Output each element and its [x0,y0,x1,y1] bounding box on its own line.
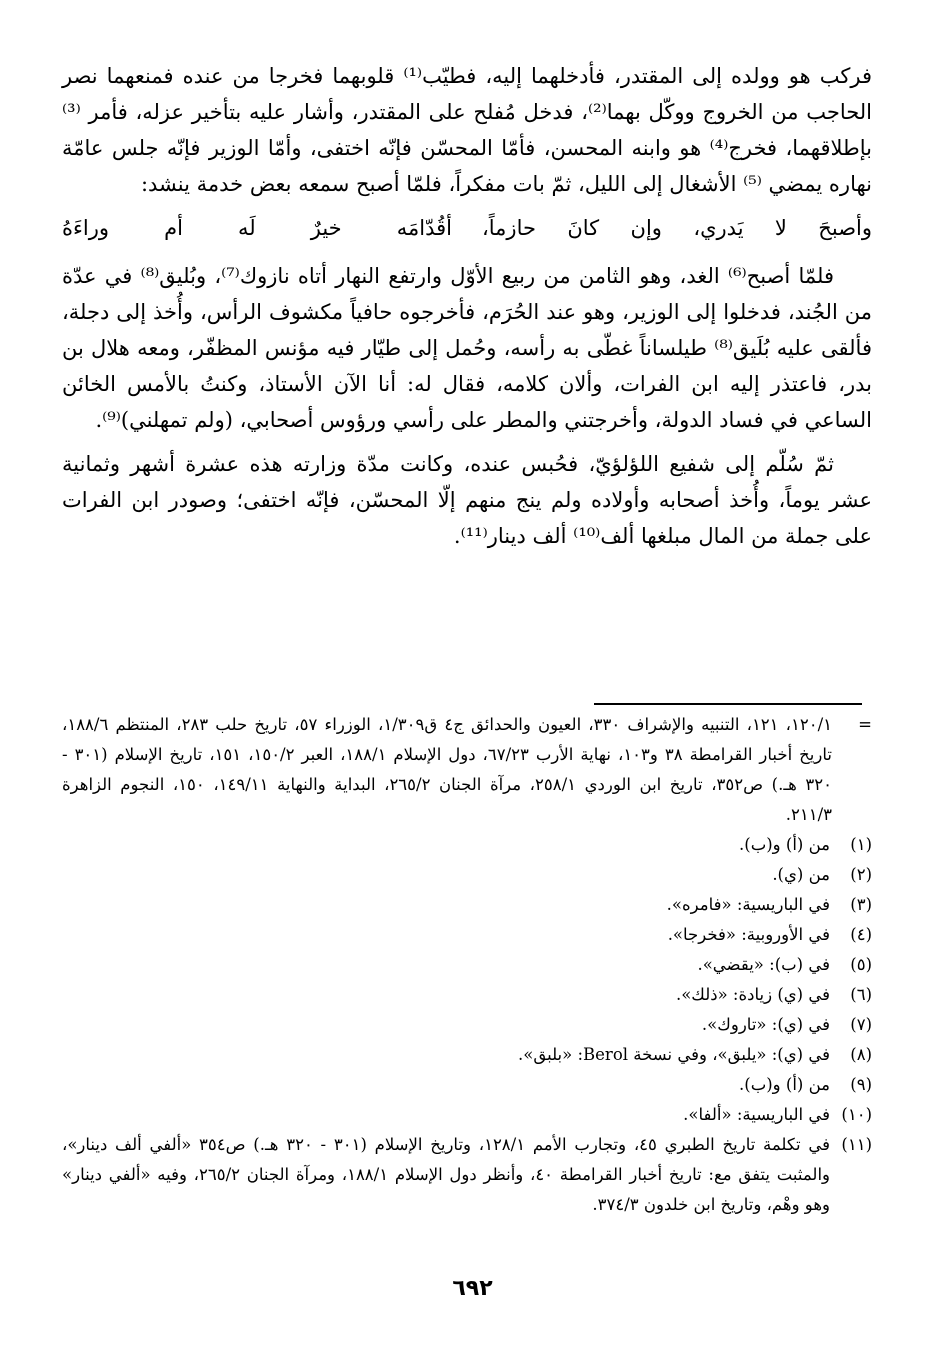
footnote-number: (٧) [850,1015,872,1034]
footnote-text: في (ي) زيادة: «ذلك». [675,985,830,1004]
footnote-text: في (ب): «يقضي». [697,955,830,974]
footnote-item [62,890,872,920]
footnote-number: (١) [850,835,872,854]
footnote-item [62,1040,872,1070]
footnote-item [62,980,872,1010]
footnote-number: (٢) [850,865,872,884]
footnote-number: (٨) [850,1045,872,1064]
footnote-item [62,1100,872,1130]
footnote-item [62,1070,872,1100]
footnote-continuation [62,710,872,830]
verse-second-hemistich: أقُدّامَه خيرٌ لَه أم وراءَهُ [62,216,452,240]
footnote-text: من (ي). [772,865,830,884]
paragraph-1: فركب هو وولده إلى المقتدر، فأدخلهما إليه، فطيّب⁽¹⁾ قلوبهما فخرجا من عنده فمنعهما نصر الحاجب من الخروج ووكّل بهما⁽²⁾، فدخل مُفلح على المقتدر، وأشار عليه بتأخير عزله، فأمر ⁽³⁾ بإطلاقهما، فخرج⁽⁴⁾ هو وابنه المحسن، فأمّا المحسّن فإنّه اختفى، وأمّا الوزير فإنّه جلس عامّة نهاره يمضي ⁽⁵⁾ الأشغال إلى الليل، ثمّ بات مفكراً، فلمّا أصبح سمعه بعض خدمة ينشد: [62,64,873,196]
main-text-block [62,58,872,562]
footnote-item [62,1010,872,1040]
verse-first-hemistich: وأصبحَ لا يَدري، وإن كانَ حازماً، [482,216,872,240]
poetry-verse [62,210,872,246]
footnote-text: في تكلمة تاريخ الطبري ٤٥، وتجارب الأمم ١٢٨/١، وتاريخ الإسلام (٣٠١ - ٣٢٠ هـ.) ص٣٥٤ «ألفي ألف دينار»، والمثبت يتفق مع: تاريخ أخبار القرامطة ٤٠، وأنظر دول الإسلام ١٨٨/١، ومرآة الجنان ٢٦٥/٢، وفيه «ألفي دينار» وهو وهْم، وتاريخ ابن خلدون ٣٧٤/٣. [62,1135,831,1214]
footnote-number: (٦) [850,985,872,1004]
footnote-number: (٩) [850,1075,872,1094]
footnote-number: (٣) [850,895,872,914]
footnote-item [62,1130,872,1220]
footnote-number: (٤) [850,925,872,944]
footnote-continuation-text: ١٢٠/١، ١٢١، التنبيه والإشراف ٣٣٠، العيون والحدائق ج٤ ق١/٣٠٩، الوزراء ٥٧، تاريخ حلب ٢٨٣، المنتظم ١٨٨/٦، تاريخ أخبار القرامطة ٣٨ و١٠٣، نهاية الأرب ٦٧/٢٣، دول الإسلام ١٨٨/١، العبر ١٥٠/٢، ١٥١، تاريخ الإسلام (٣٠١ - ٣٢٠ هـ.) ص٣٥٢، تاريخ ابن الوردي ٢٥٨/١، مرآة الجنان ٢٦٥/٢، البداية والنهاية ١٤٩/١١، ١٥٠، النجوم الزاهرة ٢١١/٣. [62,715,833,824]
footnote-number: (١١) [841,1135,872,1154]
footnote-text: من (أ) و(ب). [739,1075,830,1094]
footnote-number: (٥) [850,955,872,974]
paragraph-3: ثمّ سُلّم إلى شفيع اللؤلؤيّ، فحُبس عنده، وكانت مدّة وزارته هذه عشرة أشهر وثمانية عشر يوماً، وأُخذ أصحابه وأولاده ولم ينج منهم إلّا المحسّن، فإنّه اختفى؛ وصودر ابن الفرات على جملة من المال مبلغها ألف⁽¹⁰⁾ ألف دينار⁽¹¹⁾. [62,452,872,548]
footnote-item [62,830,872,860]
footnotes-block [62,710,872,1220]
footnote-item [62,950,872,980]
footnote-text: من (أ) و(ب). [739,835,830,854]
footnote-text: في الباريسية: «فامره». [666,895,830,914]
paragraph-2: فلمّا أصبح⁽⁶⁾ الغد، وهو الثامن من ربيع الأوّل وارتفع النهار أتاه نازوك⁽⁷⁾، وبُليق⁽⁸⁾ في عدّة من الجُند، فدخلوا إلى الوزير، وهو عند الحُرَم، فأخرجوه حافياً مكشوف الرأس، وأُخذ إلى دجلة، فألقى عليه بُلَيق⁽⁸⁾ طيلساناً غطّى به رأسه، وحُمل إلى طيّار فيه مؤنس المظفّر، ومعه هلال بن بدر، فاعتذر إليه ابن الفرات، وألان كلامه، فقال له: أنا الآن الأستاذ، وكنتُ بالأمس الخائن الساعي في فساد الدولة، وأخرجتني والمطر على رأسي ورؤوس أصحابي، (ولم تمهلني)⁽⁹⁾. [62,264,872,432]
footnote-item [62,920,872,950]
footnote-item [62,860,872,890]
footnote-text: في الأوروبية: «فخرجا». [667,925,830,944]
footnote-text: في (ي): «تاروك». [701,1015,830,1034]
footnote-text: في الباريسية: «ألفا». [683,1105,830,1124]
footnote-separator [594,703,862,705]
page-number: ٦٩٢ [452,1276,493,1301]
footnote-number: (١٠) [841,1105,872,1124]
continuation-mark: = [858,715,872,734]
footnote-text: في (ي): «يلبق»، وفي نسخة Berol: «بلبق». [518,1045,830,1064]
